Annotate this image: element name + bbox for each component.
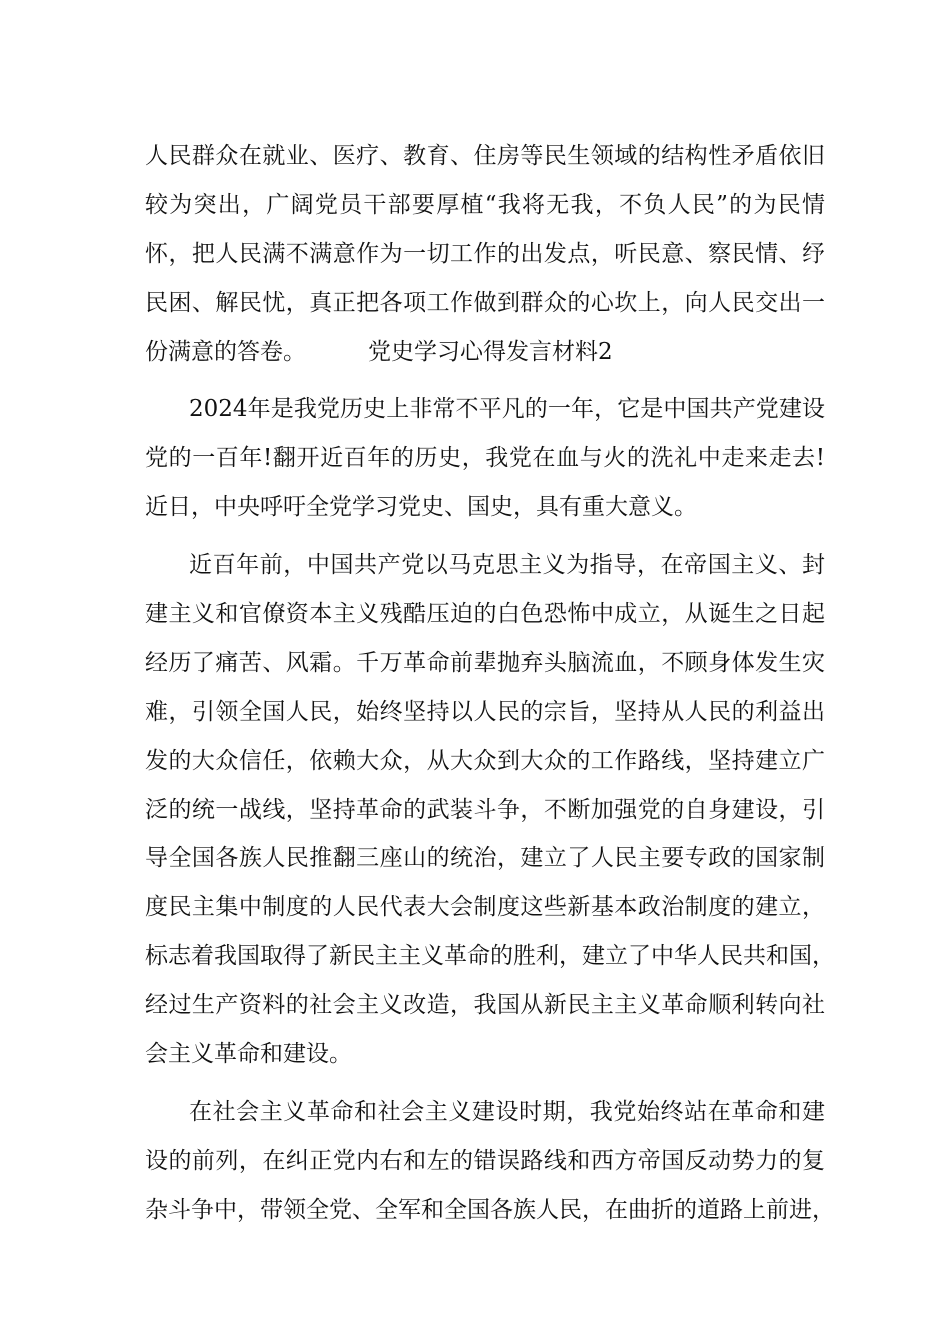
- paragraph-gap: [145, 532, 825, 541]
- section-heading: 党史学习心得发言材料2: [368, 338, 613, 365]
- text-line: 党的一百年!翻开近百年的历史，我党在血与火的洗礼中走来走去!: [145, 445, 825, 472]
- text-line: 怀，把人民满不满意作为一切工作的出发点，听民意、察民情、纾: [145, 240, 825, 267]
- text-line: 发的大众信任，依赖大众，从大众到大众的工作路线，坚持建立广: [145, 747, 825, 774]
- text-line: 经历了痛苦、风霜。千万革命前辈抛弃头脑流血，不顾身体发生灾: [145, 649, 825, 676]
- text-line: 杂斗争中，带领全党、全军和全国各族人民，在曲折的道路上前进，: [145, 1196, 835, 1223]
- text-line: 民困、解民忧，真正把各项工作做到群众的心坎上，向人民交出一: [145, 289, 825, 316]
- paragraph-3: [145, 541, 835, 1079]
- paragraph-2: [145, 385, 825, 532]
- text-line: 经过生产资料的社会主义改造，我国从新民主主义革命顺利转向社: [145, 992, 825, 1019]
- text-line: 设的前列，在纠正党内右和左的错误路线和西方帝国反动势力的复: [145, 1147, 825, 1174]
- text-line: 难，引领全国人民，始终坚持以人民的宗旨，坚持从人民的利益出: [145, 698, 825, 725]
- text-line: 度民主集中制度的人民代表大会制度这些新基本政治制度的建立，: [145, 894, 825, 921]
- paragraph-gap: [145, 1079, 825, 1088]
- paragraph-gap: [145, 376, 825, 385]
- text-line: 会主义革命和建设。: [145, 1041, 352, 1068]
- text-line: 在社会主义革命和社会主义建设时期，我党始终站在革命和建: [189, 1098, 825, 1125]
- document-body: [145, 132, 835, 1235]
- text-line: 较为突出，广阔党员干部要厚植“我将无我，不负人民”的为民情: [145, 191, 825, 218]
- paragraph-1-ending: 份满意的答卷。: [145, 338, 306, 365]
- text-line: 近百年前，中国共产党以马克思主义为指导，在帝国主义、封: [189, 552, 825, 579]
- text-line: 建主义和官僚资本主义残酷压迫的白色恐怖中成立，从诞生之日起: [145, 601, 825, 628]
- text-line: 导全国各族人民推翻三座山的统治，建立了人民主要专政的国家制: [145, 845, 825, 872]
- paragraph-4: [145, 1088, 835, 1235]
- text-line: 2024年是我党历史上非常不平凡的一年，它是中国共产党建设: [189, 396, 825, 423]
- paragraph-1: [145, 132, 825, 376]
- text-line: 人民群众在就业、医疗、教育、住房等民生领域的结构性矛盾依旧: [145, 143, 825, 169]
- text-line: 泛的统一战线，坚持革命的武装斗争，不断加强党的自身建设，引: [145, 796, 825, 823]
- text-line: 标志着我国取得了新民主主义革命的胜利，建立了中华人民共和国，: [145, 943, 835, 970]
- text-line-with-heading: [145, 328, 825, 377]
- text-line: 近日，中央呼吁全党学习党史、国史，具有重大意义。: [145, 494, 697, 521]
